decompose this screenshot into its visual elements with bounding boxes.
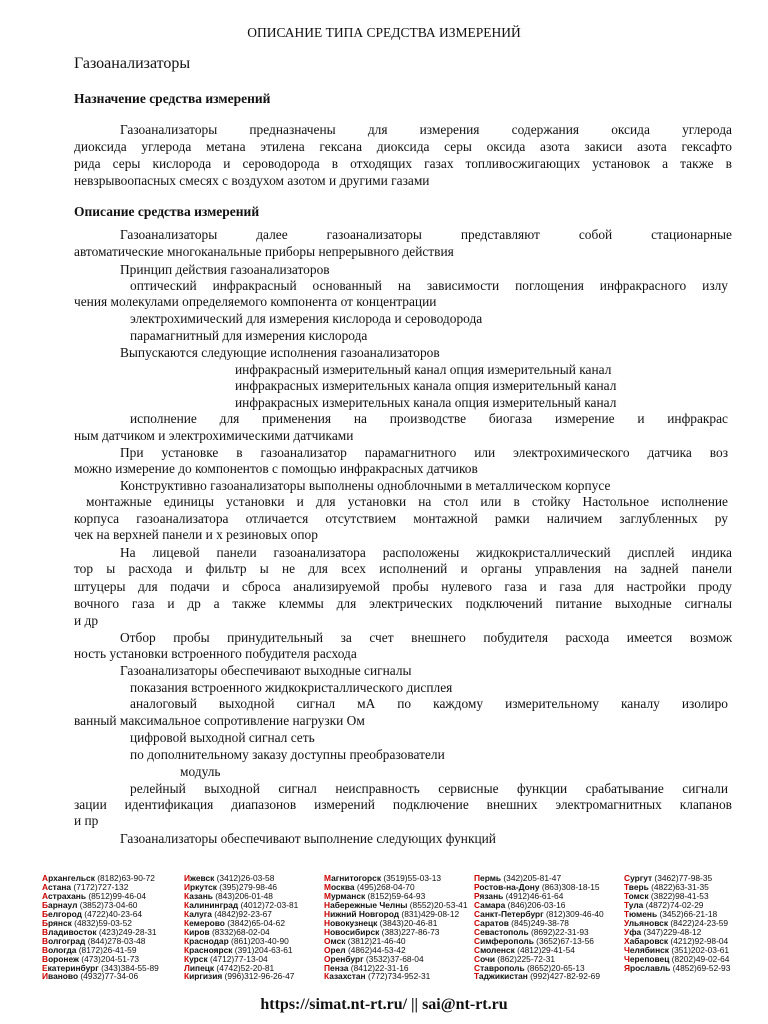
city-name: овокузнецк <box>330 917 378 928</box>
city-phone[interactable]: (3842)65-04-62 <box>224 917 285 928</box>
description-line: цифровой выходной сигнал сеть <box>130 730 315 745</box>
city-name: евастополь <box>480 926 529 937</box>
city-initial: М <box>324 881 331 892</box>
city-phone[interactable]: (4742)52-20-81 <box>214 962 275 973</box>
city-phone[interactable]: (4852)69-52-93 <box>670 962 731 973</box>
city-initial: Ч <box>624 953 630 964</box>
city-initial: Н <box>324 917 331 928</box>
city-initial: К <box>184 917 190 928</box>
city-name: ула <box>628 899 644 910</box>
city-name: имферополь <box>480 935 534 946</box>
city-initial: Я <box>624 962 631 973</box>
city-name: ереповец <box>629 953 670 964</box>
description-line: по дополнительному заказу доступны преобразователи <box>130 747 445 762</box>
contacts-column <box>184 874 298 981</box>
description-line: электрохимический для измерения кислорода и сероводорода <box>130 311 483 326</box>
description-line: модуль <box>180 764 221 779</box>
city-phone[interactable]: (863)308-18-15 <box>539 881 600 892</box>
city-initial: Ч <box>624 944 630 955</box>
city-initial: А <box>42 873 49 883</box>
city-name: страхань <box>47 890 87 901</box>
city-name: верь <box>628 881 649 892</box>
city-initial: А <box>42 881 48 892</box>
description-line: На лицевой панели газоанализатора расположены жидкокристаллический дисплей индика <box>120 545 732 560</box>
city-initial: С <box>474 899 481 910</box>
city-initial: Е <box>42 962 48 973</box>
city-name: раснодар <box>189 935 229 946</box>
contact-entry <box>624 964 730 973</box>
contact-entry <box>324 972 467 981</box>
city-phone[interactable]: (391)204-63-61 <box>232 944 293 955</box>
city-name: рославль <box>630 962 671 973</box>
city-initial: Х <box>624 935 630 946</box>
city-phone[interactable]: (342)205-81-47 <box>501 873 562 883</box>
purpose-line: диоксида углерода метана этилена гексана диоксида серы оксида азота закиси азота гексафто <box>74 139 732 154</box>
city-name: емерово <box>189 917 225 928</box>
city-initial: К <box>184 971 190 982</box>
city-phone[interactable]: (351)202-03-61 <box>669 944 730 955</box>
city-name: иргизия <box>189 971 223 982</box>
city-name: юмень <box>629 908 658 919</box>
city-name: язань <box>479 890 504 901</box>
city-initial: И <box>42 971 49 982</box>
description-line: автоматические многоканальные приборы непрерывного действия <box>74 244 454 259</box>
description-line: При установке в газоанализатор парамагнитного или электрохимического датчика воз <box>120 445 728 460</box>
description-line: и пр <box>74 813 99 828</box>
city-initial: К <box>324 971 330 982</box>
city-phone[interactable]: (3652)67-13-56 <box>533 935 594 946</box>
contact-entry <box>42 972 159 981</box>
city-name: осква <box>330 881 355 892</box>
city-name: ркутск <box>190 881 217 892</box>
city-initial: С <box>624 873 631 883</box>
city-phone[interactable]: (4862)44-53-42 <box>345 944 406 955</box>
city-phone[interactable]: (8692)22-31-93 <box>528 926 589 937</box>
city-initial: К <box>184 944 190 955</box>
city-phone[interactable]: (996)312-96-26-47 <box>222 971 295 982</box>
description-line: тор ы расхода и фильтр ы не для всех исполнений и органы управления на задней панели <box>74 561 732 576</box>
city-initial: Т <box>624 890 629 901</box>
city-phone[interactable]: (4712)77-13-04 <box>207 953 268 964</box>
city-initial: С <box>474 935 481 946</box>
city-initial: Б <box>42 908 49 919</box>
city-initial: С <box>474 908 481 919</box>
purpose-heading: Назначение средства измерений <box>74 91 271 106</box>
city-initial: В <box>42 953 49 964</box>
city-name: рхангельск <box>48 873 95 883</box>
description-line: инфракрасных измерительных канала опция измерительный канал <box>235 378 617 393</box>
city-initial: О <box>324 944 331 955</box>
contacts-column <box>624 874 730 972</box>
city-name: расноярск <box>189 944 233 955</box>
city-name: енза <box>330 962 349 973</box>
description-line: Отбор пробы принудительный за счет внешнего побудителя расхода имеется возмож <box>120 630 732 645</box>
city-initial: С <box>474 917 481 928</box>
city-initial: Т <box>624 881 629 892</box>
city-phone[interactable]: (3462)77-98-35 <box>652 873 713 883</box>
city-phone[interactable]: (3812)21-46-40 <box>345 935 406 946</box>
city-initial: Р <box>474 881 480 892</box>
city-initial: К <box>184 935 190 946</box>
product-name: Газоанализаторы <box>74 55 191 72</box>
description-line: корпуса газоанализатора отличается отсутствием монтажной рамки наличием заглубленных ру <box>74 511 728 526</box>
city-name: оронеж <box>48 953 79 964</box>
description-line: штуцеры для подачи и сброса анализируемой пробы нулевого газа и газа для настройки проду <box>74 579 732 594</box>
city-initial: Н <box>324 926 331 937</box>
city-initial: В <box>42 926 49 937</box>
city-name: елябинск <box>629 944 669 955</box>
footer-links[interactable]: https://simat.nt-rt.ru/ || sai@nt-rt.ru <box>260 996 508 1013</box>
city-initial: К <box>184 890 190 901</box>
description-line: аналоговый выходной сигнал мА по каждому измерительному каналу изолиро <box>130 696 728 711</box>
description-line: Принцип действия газоанализаторов <box>120 262 330 277</box>
city-name: остов-на-Дону <box>479 881 540 892</box>
city-name: льяновск <box>628 917 669 928</box>
description-line: исполнение для применения на производстве биогаза измерение и инфракрас <box>130 411 728 426</box>
description-line: инфракрасный измерительный канал опция измерительный канал <box>235 362 612 377</box>
description-line: чек на верхней панели и х резиновых опор <box>74 527 318 542</box>
city-phone[interactable]: (3412)26-03-58 <box>214 873 275 883</box>
description-line: релейный выходной сигнал неисправность сервисные функции срабатывание сигнали <box>130 781 728 796</box>
city-initial: С <box>474 926 481 937</box>
description-line: Выпускаются следующие исполнения газоанализаторов <box>120 345 440 360</box>
city-initial: Н <box>324 908 331 919</box>
city-initial: У <box>624 926 630 937</box>
city-initial: М <box>324 890 331 901</box>
city-phone[interactable]: (8552)20-53-41 <box>407 899 468 910</box>
city-initial: С <box>474 944 481 955</box>
city-phone[interactable]: (812)309-46-40 <box>543 908 604 919</box>
description-line: инфракрасных измерительных канала опция измерительный канал <box>235 395 617 410</box>
city-phone[interactable]: (831)429-08-12 <box>399 908 460 919</box>
city-phone[interactable]: (3519)55-03-13 <box>381 873 442 883</box>
description-line: ность установки встроенного побудителя расхода <box>74 646 357 661</box>
city-phone[interactable]: (495)268-04-70 <box>354 881 415 892</box>
city-phone[interactable]: (473)204-51-73 <box>78 953 140 964</box>
city-name: елгород <box>48 908 82 919</box>
description-line: парамагнитный для измерения кислорода <box>130 328 368 343</box>
city-name: урманск <box>330 890 366 901</box>
city-initial: Л <box>184 962 190 973</box>
city-name: овосибирск <box>330 926 380 937</box>
description-line: Газоанализаторы обеспечивают выходные сигналы <box>120 663 412 678</box>
city-phone[interactable]: (4212)92-98-04 <box>668 935 729 946</box>
city-name: абаровск <box>629 935 669 946</box>
city-phone[interactable]: (3532)37-68-04 <box>363 953 424 964</box>
contacts-column <box>42 874 159 981</box>
city-name: олгоград <box>48 935 86 946</box>
city-initial: П <box>474 873 481 883</box>
city-phone[interactable]: (4722)40-23-64 <box>81 908 143 919</box>
city-name: моленск <box>480 944 515 955</box>
city-initial: О <box>324 953 331 964</box>
city-phone[interactable]: (8152)59-64-93 <box>365 890 426 901</box>
city-initial: И <box>184 881 191 892</box>
description-line: ванный максимальное сопротивление нагрузки Ом <box>74 713 365 728</box>
city-phone[interactable]: (423)249-28-31 <box>96 926 157 937</box>
city-initial: В <box>42 944 49 955</box>
city-initial: М <box>324 873 332 883</box>
city-phone[interactable]: (4012)72-03-81 <box>238 899 299 910</box>
description-line: Газоанализаторы далее газоанализаторы представляют собой стационарные <box>120 227 732 242</box>
city-name: арнаул <box>48 899 78 910</box>
city-name: урск <box>189 953 208 964</box>
description-line: оптический инфракрасный основанный на зависимости поглощения инфракрасного излу <box>130 278 728 293</box>
city-name: алуга <box>189 908 212 919</box>
city-phone[interactable]: (846)206-03-16 <box>505 899 566 910</box>
description-line: и др <box>74 613 99 628</box>
city-name: омск <box>628 890 649 901</box>
city-initial: Б <box>42 899 49 910</box>
city-initial: О <box>324 935 331 946</box>
city-phone[interactable]: (862)225-72-31 <box>494 953 556 964</box>
city-phone[interactable]: (8512)99-46-04 <box>86 890 147 901</box>
city-initial: К <box>184 953 190 964</box>
description-line: показания встроенного жидкокристаллического дисплея <box>130 680 453 695</box>
city-name: таврополь <box>480 962 525 973</box>
city-phone[interactable]: (8422)24-23-59 <box>668 917 729 928</box>
description-line: монтажные единицы установки и для установки на стол или в стойку Настольное исполнение <box>86 494 728 509</box>
city-name: очи <box>480 953 495 964</box>
city-name: ладивосток <box>48 926 97 937</box>
description-line: можно измерение до компонентов с помощью инфракрасных датчиков <box>74 461 478 476</box>
city-phone[interactable]: (4832)59-03-52 <box>71 917 132 928</box>
city-name: агнитогорск <box>331 873 382 883</box>
city-phone[interactable]: (3822)98-41-53 <box>648 890 709 901</box>
city-initial: Т <box>624 908 630 919</box>
city-initial: К <box>184 899 190 910</box>
city-phone[interactable]: (8172)26-41-59 <box>76 944 137 955</box>
city-phone[interactable]: (844)278-03-48 <box>85 935 146 946</box>
document-title: ОПИСАНИЕ ТИПА СРЕДСТВА ИЗМЕРЕНИЙ <box>247 25 521 40</box>
city-phone[interactable]: (8202)49-02-64 <box>669 953 730 964</box>
city-phone[interactable]: (4932)77-34-06 <box>78 971 139 982</box>
city-initial: К <box>184 908 190 919</box>
purpose-line: рида серы кислорода и сероводорода в отходящих газах топливосжигающих установок а также в <box>74 156 732 171</box>
city-initial: К <box>184 926 190 937</box>
city-name: алининград <box>189 899 239 910</box>
description-line: Конструктивно газоанализаторы выполнены одноблочными в металлическом корпусе <box>120 478 611 493</box>
city-initial: В <box>42 935 49 946</box>
description-heading: Описание средства измерений <box>74 204 260 219</box>
city-phone[interactable]: (383)227-86-73 <box>379 926 440 937</box>
city-name: ваново <box>48 971 79 982</box>
city-name: ологда <box>48 944 77 955</box>
city-name: азань <box>189 890 213 901</box>
city-name: абережные Челны <box>330 899 408 910</box>
city-initial: С <box>474 962 481 973</box>
city-phone[interactable]: (4912)46-61-64 <box>503 890 564 901</box>
city-name: жевск <box>190 873 215 883</box>
city-phone[interactable]: (3452)66-21-18 <box>657 908 718 919</box>
city-phone[interactable]: (8652)20-65-13 <box>524 962 585 973</box>
purpose-line: Газоанализаторы предназначены для измерения содержания оксида углерода <box>120 122 732 137</box>
city-phone[interactable]: (992)427-82-92-69 <box>527 971 600 982</box>
city-phone[interactable]: (772)734-952-31 <box>365 971 431 982</box>
city-initial: Р <box>474 890 480 901</box>
city-phone[interactable]: (343)384-55-89 <box>98 962 159 973</box>
contact-entry <box>184 972 298 981</box>
city-phone[interactable]: (845)249-38-78 <box>508 917 569 928</box>
city-phone[interactable]: (3852)73-04-60 <box>77 899 138 910</box>
city-initial: И <box>184 873 191 883</box>
city-phone[interactable]: (4822)63-31-35 <box>648 881 709 892</box>
city-phone[interactable]: (861)203-40-90 <box>228 935 289 946</box>
city-name: фа <box>629 926 642 937</box>
city-name: аджикистан <box>478 971 528 982</box>
city-initial: П <box>324 962 331 973</box>
description-line: ным датчиком и электрохимическими датчиками <box>74 428 354 443</box>
description-line: вочного газа и др а также клеммы для электрических подключений питание выходные сигналы <box>74 596 732 611</box>
city-initial: У <box>624 917 629 928</box>
purpose-line: невзрывоопасных смесях с воздухом азотом и другими газами <box>74 173 430 188</box>
city-name: ижний Новгород <box>330 908 400 919</box>
city-name: ренбург <box>330 953 364 964</box>
city-name: амара <box>480 899 506 910</box>
contacts-column <box>324 874 467 981</box>
city-phone[interactable]: (4872)74-02-29 <box>643 899 704 910</box>
city-name: ургут <box>630 873 653 883</box>
city-initial: Т <box>624 899 629 910</box>
description-line: чения молекулами определяемого компонента от концентрации <box>74 294 437 309</box>
city-phone[interactable]: (8412)22-31-16 <box>348 962 409 973</box>
city-name: рянск <box>48 917 72 928</box>
description-line: зации идентификация диапазонов измерений подключение внешних электромагнитных клапанов <box>74 797 732 812</box>
city-name: катеринбург <box>47 962 99 973</box>
city-name: азахстан <box>329 971 366 982</box>
city-phone[interactable]: (843)206-01-48 <box>212 890 273 901</box>
city-phone[interactable]: (4842)92-23-67 <box>211 908 272 919</box>
city-phone[interactable]: (347)229-48-12 <box>641 926 702 937</box>
city-initial: Н <box>324 899 331 910</box>
city-phone[interactable]: (8182)63-90-72 <box>94 873 155 883</box>
contacts-column <box>474 874 604 981</box>
city-phone[interactable]: (3843)20-46-81 <box>377 917 438 928</box>
city-name: ермь <box>480 873 502 883</box>
city-phone[interactable]: (4812)29-41-54 <box>514 944 575 955</box>
city-name: ипецк <box>189 962 215 973</box>
city-name: стана <box>47 881 72 892</box>
city-name: анкт-Петербург <box>480 908 544 919</box>
city-name: аратов <box>480 917 509 928</box>
city-phone[interactable]: (7172)727-132 <box>71 881 129 892</box>
city-initial: С <box>474 953 481 964</box>
city-name: иров <box>189 926 210 937</box>
description-line: Газоанализаторы обеспечивают выполнение следующих функций <box>120 831 496 846</box>
city-name: рел <box>330 944 346 955</box>
contact-entry <box>474 972 604 981</box>
city-name: мск <box>330 935 346 946</box>
city-phone[interactable]: (8332)68-02-04 <box>209 926 270 937</box>
city-initial: А <box>42 890 48 901</box>
city-initial: Б <box>42 917 49 928</box>
city-phone[interactable]: (395)279-98-46 <box>216 881 278 892</box>
city-initial: Т <box>474 971 479 982</box>
